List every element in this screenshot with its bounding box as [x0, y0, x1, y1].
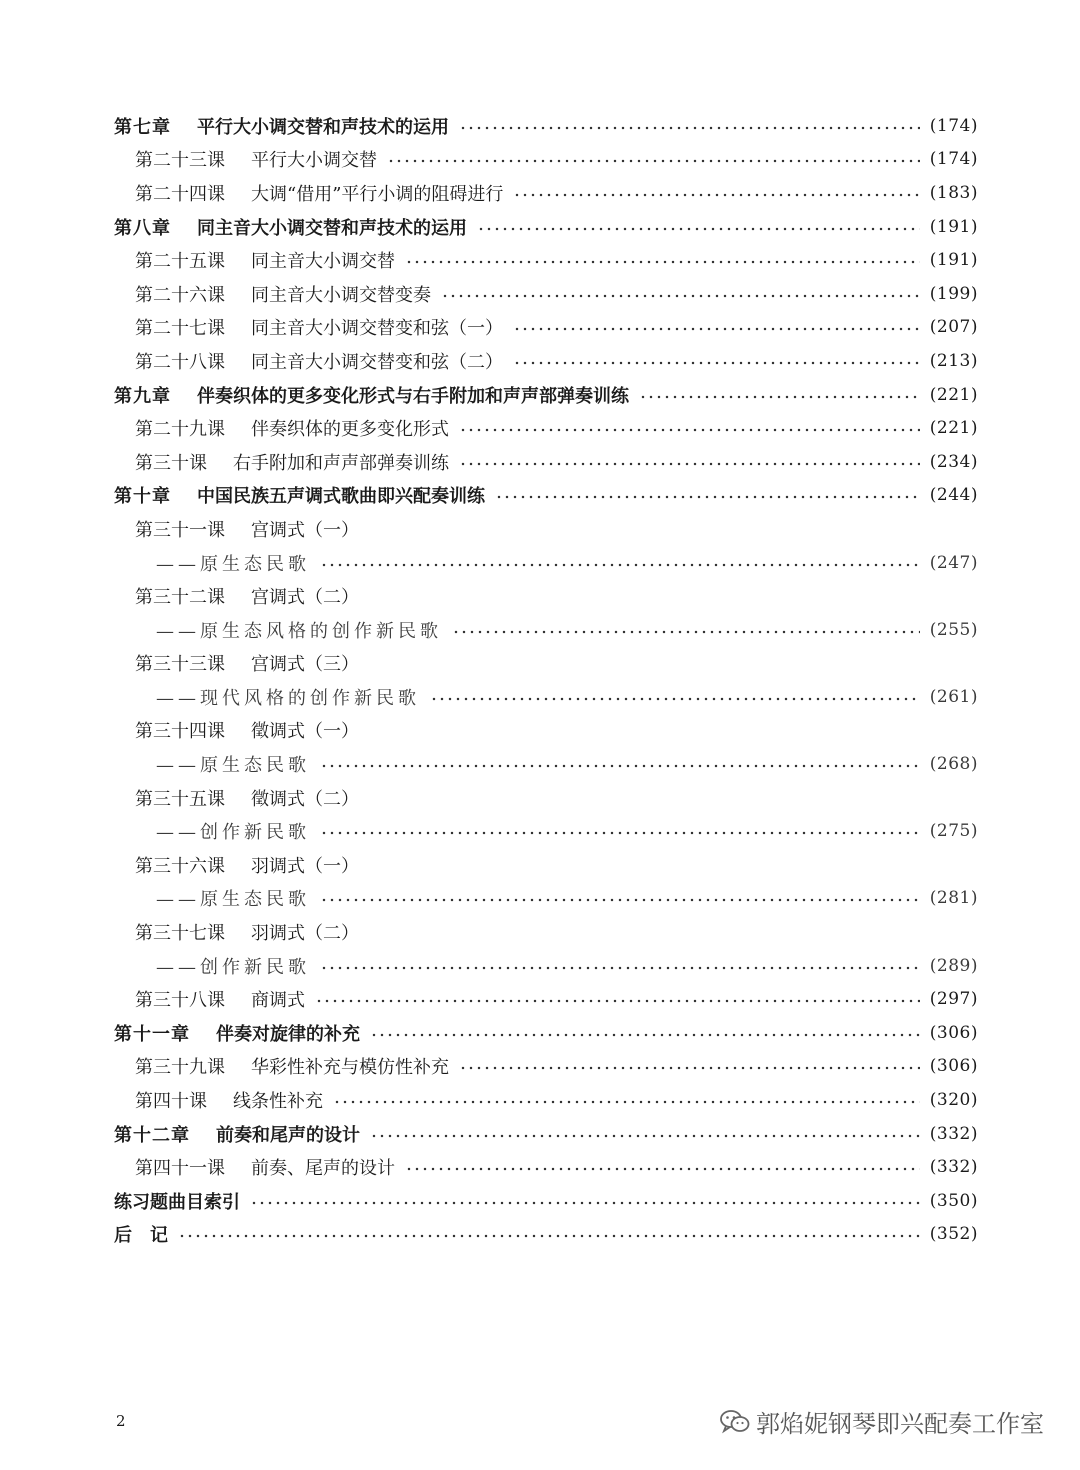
toc-label: 第二十四课: [135, 183, 225, 205]
toc-label: 第三十九课: [135, 1057, 225, 1079]
toc-label: 第三十五课: [135, 788, 225, 810]
dot-leader: [477, 227, 920, 231]
dot-leader: [459, 428, 920, 432]
toc-page-number: (350): [929, 1190, 978, 1211]
toc-page-number: (320): [929, 1090, 978, 1111]
dot-leader: [370, 1134, 920, 1138]
toc-chapter-row: [114, 1218, 978, 1252]
toc-title: 练习题曲目索引: [114, 1191, 240, 1213]
toc-title: 同主音大小调交替: [251, 251, 395, 273]
toc-label: 第二十六课: [135, 284, 225, 306]
toc-title: 羽调式（二）: [251, 923, 359, 945]
toc-page-number: (207): [929, 317, 978, 338]
toc-page-number: (268): [929, 754, 978, 775]
toc-label: 第三十四课: [135, 721, 225, 743]
toc-page-number: (306): [929, 1022, 978, 1043]
toc-title: 同主音大小调交替变和弦（二）: [251, 351, 503, 373]
toc-title: 华彩性补充与模仿性补充: [251, 1057, 449, 1079]
toc-page-number: (255): [929, 619, 978, 640]
toc-page-number: (191): [929, 216, 978, 237]
toc-label: 第三十课: [135, 452, 207, 474]
toc-subtitle-row: [114, 546, 978, 580]
dot-leader: [315, 999, 920, 1003]
toc-lesson-row: [114, 176, 978, 210]
toc-page-number: (174): [929, 115, 978, 136]
toc-title: 大调“借用”平行小调的阻碍进行: [251, 183, 504, 205]
toc-label: 第三十二课: [135, 587, 225, 609]
toc-label: 第三十一课: [135, 519, 225, 541]
toc-title: 伴奏织体的更多变化形式与右手附加和声声部弹奏训练: [197, 385, 629, 407]
toc-lesson-row: [114, 647, 978, 681]
toc-label: 第十章: [114, 486, 171, 508]
toc-page-number: (221): [929, 418, 978, 439]
toc-page-number: (332): [929, 1157, 978, 1178]
toc-lesson-row: [114, 243, 978, 277]
toc-subtitle-row: [114, 747, 978, 781]
toc-label: 第二十八课: [135, 351, 225, 373]
wechat-icon: [720, 1409, 750, 1435]
watermark-text: 郭焰妮钢琴即兴配奏工作室: [756, 1410, 1044, 1438]
dot-leader: [639, 395, 920, 399]
dot-leader: [513, 361, 920, 365]
toc-lesson-row: [114, 781, 978, 815]
dot-leader: [513, 193, 919, 197]
toc-title: 羽调式（一）: [251, 855, 359, 877]
toc-lesson-row: [114, 512, 978, 546]
toc-title: 前奏和尾声的设计: [216, 1124, 360, 1146]
toc-title: ——原生态民歌: [156, 755, 310, 777]
toc-label: 第三十八课: [135, 990, 225, 1012]
toc-chapter-row: [114, 1184, 978, 1218]
toc-page-number: (183): [929, 182, 978, 203]
dot-leader: [405, 260, 920, 264]
toc-title: 平行大小调交替: [251, 150, 377, 172]
toc-title: ——原生态风格的创作新民歌: [156, 620, 442, 642]
toc-subtitle-row: [114, 949, 978, 983]
toc-lesson-row: [114, 1050, 978, 1084]
toc-label: 第二十五课: [135, 251, 225, 273]
dot-leader: [495, 495, 920, 499]
toc-page-number: (306): [929, 1056, 978, 1077]
table-of-contents: [114, 109, 978, 1251]
toc-title: 前奏、尾声的设计: [251, 1158, 395, 1180]
dot-leader: [387, 159, 920, 163]
dot-leader: [320, 898, 920, 902]
toc-title: 宫调式（二）: [251, 587, 359, 609]
toc-page-number: (191): [929, 250, 978, 271]
toc-page-number: (289): [929, 955, 978, 976]
toc-label: 第九章: [114, 385, 171, 407]
toc-title: 宫调式（一）: [251, 519, 359, 541]
toc-label: 第四十课: [135, 1091, 207, 1113]
toc-page-number: (213): [929, 350, 978, 371]
toc-lesson-row: [114, 915, 978, 949]
toc-lesson-row: [114, 579, 978, 613]
toc-lesson-row: [114, 848, 978, 882]
toc-label: 第三十六课: [135, 855, 225, 877]
toc-title: 右手附加和声声部弹奏训练: [233, 452, 449, 474]
toc-label: 第二十七课: [135, 318, 225, 340]
toc-page-number: (247): [929, 552, 978, 573]
dot-leader: [333, 1100, 920, 1104]
dot-leader: [430, 697, 920, 701]
toc-title: ——现代风格的创作新民歌: [156, 687, 420, 709]
toc-title: 伴奏对旋律的补充: [216, 1023, 360, 1045]
toc-page-number: (244): [929, 485, 978, 506]
toc-chapter-row: [114, 1117, 978, 1151]
watermark: [720, 1404, 1044, 1439]
toc-page-number: (332): [929, 1123, 978, 1144]
toc-chapter-row: [114, 378, 978, 412]
dot-leader: [370, 1033, 920, 1037]
toc-label: 第三十三课: [135, 654, 225, 676]
toc-label: 第十一章: [114, 1023, 190, 1045]
toc-subtitle-row: [114, 814, 978, 848]
toc-lesson-row: [114, 277, 978, 311]
toc-title: 同主音大小调交替和声技术的运用: [197, 217, 467, 239]
toc-lesson-row: [114, 1083, 978, 1117]
toc-title: 同主音大小调交替变奏: [251, 284, 431, 306]
toc-label: 第二十九课: [135, 419, 225, 441]
dot-leader: [452, 630, 920, 634]
toc-title: 伴奏织体的更多变化形式: [251, 419, 449, 441]
toc-lesson-row: [114, 411, 978, 445]
toc-page-number: (199): [929, 283, 978, 304]
toc-lesson-row: [114, 714, 978, 748]
toc-label: 第七章: [114, 116, 171, 138]
dot-leader: [405, 1167, 920, 1171]
toc-lesson-row: [114, 344, 978, 378]
dot-leader: [320, 764, 920, 768]
dot-leader: [513, 327, 920, 331]
toc-label: 第二十三课: [135, 150, 225, 172]
dot-leader: [459, 462, 920, 466]
toc-chapter-row: [114, 479, 978, 513]
toc-title: 同主音大小调交替变和弦（一）: [251, 318, 503, 340]
dot-leader: [320, 966, 920, 970]
toc-lesson-row: [114, 445, 978, 479]
toc-lesson-row: [114, 311, 978, 345]
toc-title: ——创作新民歌: [156, 822, 310, 844]
toc-chapter-row: [114, 210, 978, 244]
dot-leader: [459, 126, 920, 130]
dot-leader: [250, 1201, 920, 1205]
toc-lesson-row: [114, 1150, 978, 1184]
toc-title: ——原生态民歌: [156, 889, 310, 911]
toc-title: 商调式: [251, 990, 305, 1012]
toc-title: 平行大小调交替和声技术的运用: [197, 116, 449, 138]
dot-leader: [441, 294, 920, 298]
toc-title: 线条性补充: [233, 1091, 323, 1113]
toc-title: ——原生态民歌: [156, 553, 310, 575]
toc-page-number: (281): [929, 888, 978, 909]
toc-subtitle-row: [114, 882, 978, 916]
toc-subtitle-row: [114, 613, 978, 647]
toc-page-number: (234): [929, 451, 978, 472]
toc-page-number: (275): [929, 821, 978, 842]
toc-title: 徵调式（二）: [251, 788, 359, 810]
toc-chapter-row: [114, 1016, 978, 1050]
toc-page-number: (174): [929, 149, 978, 170]
toc-lesson-row: [114, 143, 978, 177]
dot-leader: [178, 1234, 920, 1238]
dot-leader: [320, 563, 920, 567]
toc-page-number: (261): [929, 686, 978, 707]
toc-page-number: (221): [929, 384, 978, 405]
dot-leader: [320, 831, 920, 835]
toc-lesson-row: [114, 982, 978, 1016]
toc-title: 徵调式（一）: [251, 721, 359, 743]
toc-subtitle-row: [114, 680, 978, 714]
toc-chapter-row: [114, 109, 978, 143]
toc-page-number: (297): [929, 989, 978, 1010]
dot-leader: [459, 1066, 920, 1070]
toc-title: ——创作新民歌: [156, 956, 310, 978]
toc-page-number: (352): [929, 1224, 978, 1245]
toc-label: 第十二章: [114, 1124, 190, 1146]
toc-label: 第八章: [114, 217, 171, 239]
toc-title: 中国民族五声调式歌曲即兴配奏训练: [197, 486, 485, 508]
toc-title: 宫调式（三）: [251, 654, 359, 676]
page-number: 2: [116, 1412, 126, 1430]
toc-label: 第三十七课: [135, 923, 225, 945]
toc-title: 后 记: [114, 1225, 168, 1247]
toc-label: 第四十一课: [135, 1158, 225, 1180]
